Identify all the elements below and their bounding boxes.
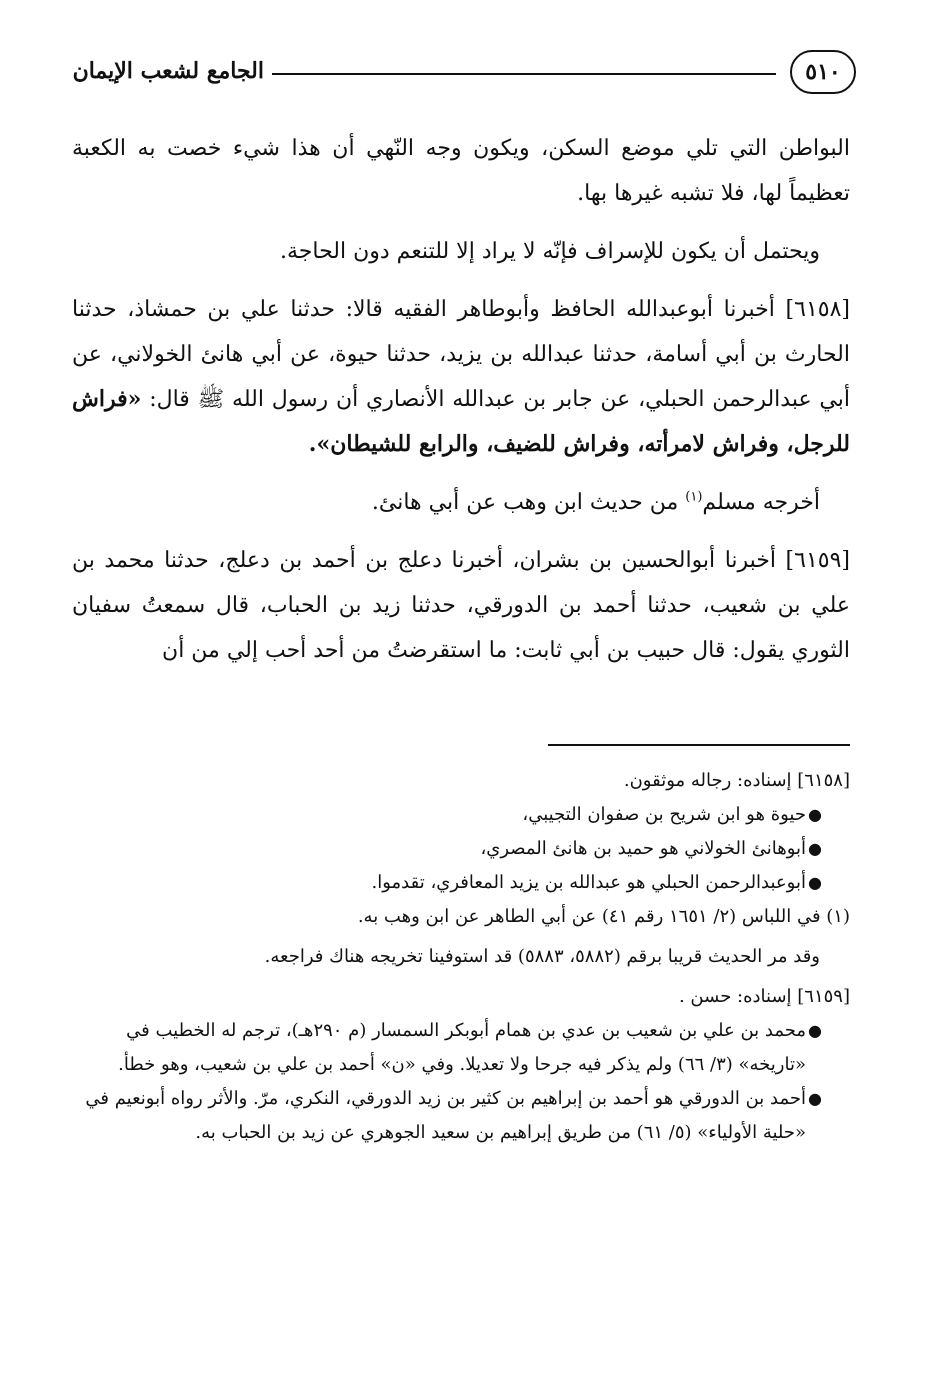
takhrij-before: أخرجه مسلم <box>702 490 820 515</box>
footnotes <box>74 764 850 1294</box>
hadith-matn: «فراش للرجل، وفراش لامرأته، وفراش للضيف، والرابع للشيطان». <box>72 386 850 457</box>
bullet-icon: ● <box>808 839 822 858</box>
footnote-6159-list <box>74 1014 850 1150</box>
bullet-icon: ● <box>808 1089 822 1108</box>
footnote-list-item <box>74 1082 850 1150</box>
bullet-icon: ● <box>808 805 822 824</box>
page-number: ٥١٠ <box>790 50 856 94</box>
page-header <box>64 50 856 108</box>
footnote-6159-heading: [٦١٥٩] إسناده: حسن . <box>678 986 850 1007</box>
footnote-1: (١) في اللباس (٢/ ١٦٥١ رقم ٤١) عن أبي الطاهر عن ابن وهب به. <box>357 906 850 927</box>
footnote-item-text: أبوهانئ الخولاني هو حميد بن هانئ المصري، <box>480 838 806 859</box>
footnote-item-text: أحمد بن الدورقي هو أحمد بن إبراهيم بن كثير بن زيد الدورقي، النكري، مرّ. والأثر رواه أبونعيم في «حلية الأولياء» (٥/ ٦١) من طريق إبراهيم بن سعيد الجوهري عن زيد بن الحباب به. <box>85 1088 806 1143</box>
footnote-list-item <box>74 798 850 832</box>
footnote-list-item <box>74 866 850 900</box>
paragraph-israf: ويحتمل أن يكون للإسراف فإنّه لا يراد إلا للتنعم دون الحاجة. <box>280 239 820 264</box>
footnote-list-item <box>74 832 850 866</box>
footnote-list-item <box>74 1014 850 1082</box>
header-rule <box>272 73 776 75</box>
hadith-number: [٦١٥٩] <box>785 548 850 573</box>
footnote-6158-heading: [٦١٥٨] إسناده: رجاله موثقون. <box>623 770 850 791</box>
footnote-6158-list <box>74 798 850 900</box>
hadith-6159 <box>72 538 850 673</box>
hadith-6158 <box>72 287 850 467</box>
main-text <box>72 126 850 706</box>
footnote-item-text: حيوة هو ابن شريح بن صفوان التجيبي، <box>522 804 806 825</box>
takhrij-paragraph <box>72 480 850 525</box>
bullet-icon: ● <box>808 873 822 892</box>
hadith-isnad: أخبرنا أبوعبدالله الحافظ وأبوطاهر الفقيه قالا: حدثنا علي بن حمشاذ، حدثنا الحارث بن أبي أسامة، حدثنا عبدالله بن يزيد، حدثنا حيوة، عن أبي هانئ الخولاني، عن أبي عبدالرحمن الحبلي، عن جابر بن عبدالله الأنصاري أن رسول الله ﷺ قال: <box>72 297 850 412</box>
footnote-reference: (١) <box>685 489 703 505</box>
footnote-item-text: محمد بن علي بن شعيب بن عدي بن همام أبوبكر السمسار (م ٢٩٠هـ)، ترجم له الخطيب في «تاريخه» (٣/ ٦٦) ولم يذكر فيه جرحا ولا تعديلا. وفي «ن» أحمد بن علي بن شعيب، وهو خطأ. <box>118 1020 806 1075</box>
hadith-number: [٦١٥٨] <box>785 297 850 322</box>
bullet-icon: ● <box>808 1021 822 1040</box>
footnote-separator <box>548 744 850 746</box>
paragraph-continuation: البواطن التي تلي موضع السكن، ويكون وجه النّهي أن هذا شيء خصت به الكعبة تعظيماً لها، فلا تشبه غيرها بها. <box>72 136 850 206</box>
footnote-1-continued: وقد مر الحديث قريبا برقم (٥٨٨٢، ٥٨٨٣) قد استوفينا تخريجه هناك فراجعه. <box>264 946 820 967</box>
hadith-text: أخبرنا أبوالحسين بن بشران، أخبرنا دعلج بن أحمد بن دعلج، حدثنا محمد بن علي بن شعيب، حدثنا أحمد بن الدورقي، حدثنا زيد بن الحباب، قال سمعتُ سفيان الثوري يقول: قال حبيب بن أبي ثابت: ما استقرضتُ من أحد أحب إلي من أن <box>72 548 850 663</box>
book-title: الجامع لشعب الإيمان <box>72 58 264 84</box>
takhrij-after: من حديث ابن وهب عن أبي هانئ. <box>371 490 679 515</box>
footnote-item-text: أبوعبدالرحمن الحبلي هو عبدالله بن يزيد المعافري، تقدموا. <box>371 872 806 893</box>
